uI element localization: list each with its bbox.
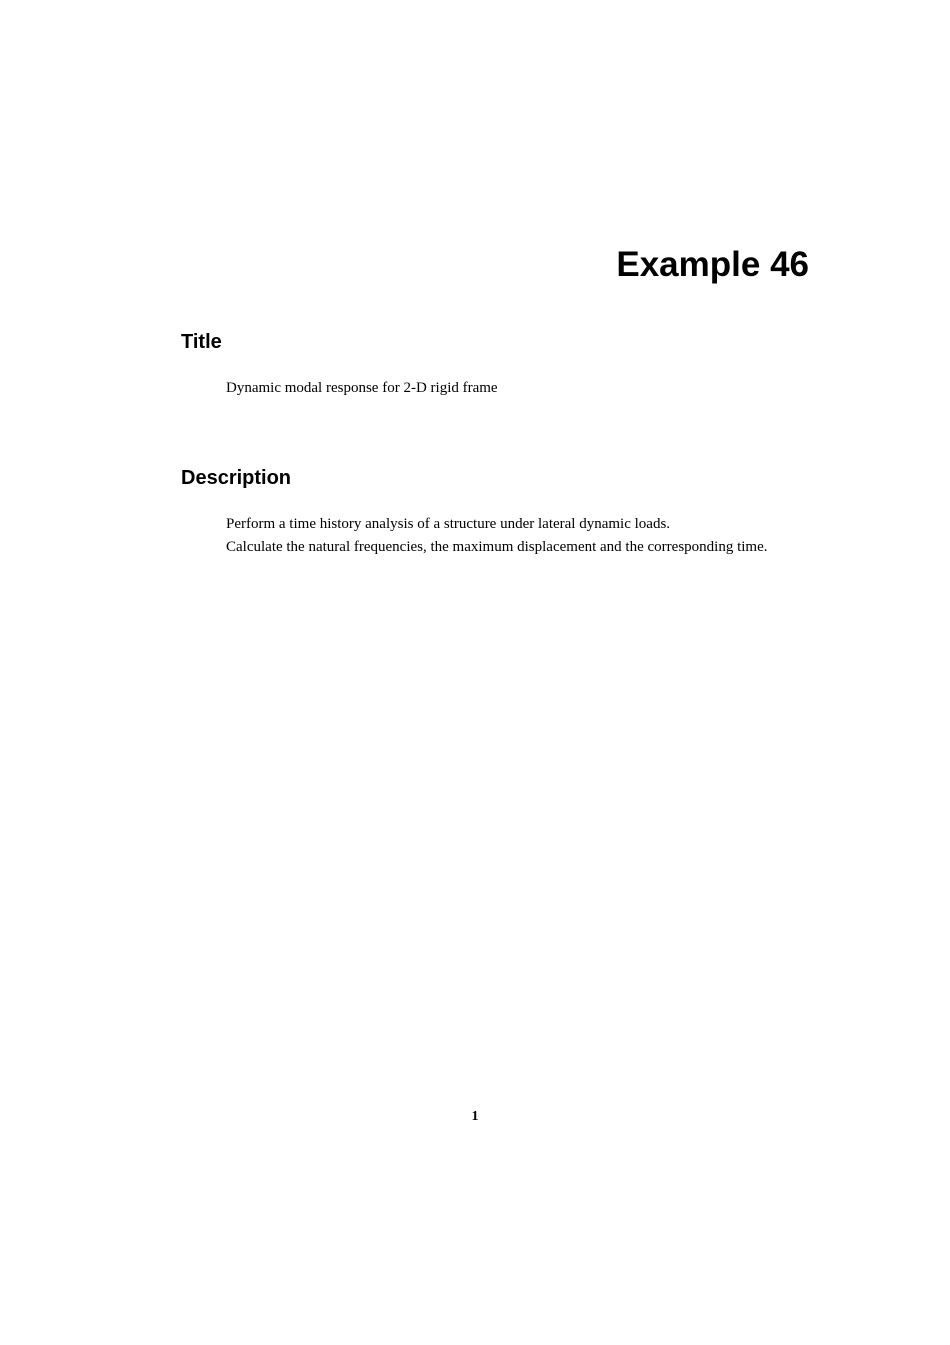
page-number: 1 <box>471 1109 479 1124</box>
description-line: Perform a time history analysis of a structure under lateral dynamic loads. <box>226 516 671 532</box>
example-title: Example 46 <box>616 245 809 284</box>
section-heading-title: Title <box>181 331 222 353</box>
description-text <box>226 513 767 559</box>
section-heading-description: Description <box>181 467 292 489</box>
description-line: Calculate the natural frequencies, the maximum displacement and the corresponding time. <box>226 539 768 555</box>
title-text: Dynamic modal response for 2-D rigid frame <box>226 380 498 396</box>
